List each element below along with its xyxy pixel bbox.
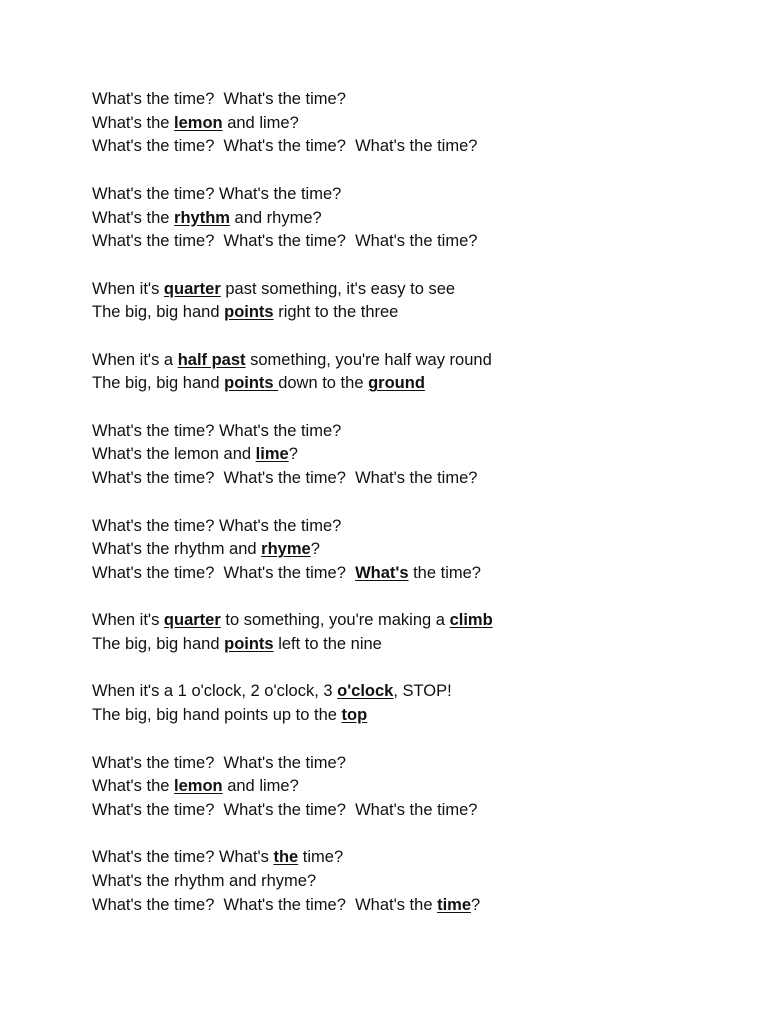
lyric-line <box>92 515 493 539</box>
emphasized-word: What's <box>355 563 409 582</box>
lyric-line <box>92 894 493 918</box>
stanza <box>92 515 493 586</box>
lyric-text: What's the lemon and <box>92 445 256 464</box>
emphasized-word: top <box>341 706 368 725</box>
emphasized-word: rhythm <box>174 208 230 227</box>
emphasized-word: lime <box>255 445 289 464</box>
emphasized-word: points <box>224 635 274 654</box>
lyric-text: right to the three <box>273 303 399 322</box>
lyric-text: What's the time? What's the time? <box>92 516 342 535</box>
emphasized-word: half past <box>177 350 246 369</box>
lyric-line <box>92 349 493 373</box>
lyric-line <box>92 609 493 633</box>
lyric-text: ? <box>288 445 298 464</box>
lyric-text: The big, big hand points up to the <box>92 706 342 725</box>
emphasized-word: time <box>437 895 472 914</box>
lyric-text: and rhyme? <box>229 208 322 227</box>
lyric-line <box>92 278 493 302</box>
stanza <box>92 88 493 159</box>
lyric-text: What's the time? What's the time? <box>92 90 346 108</box>
lyric-line <box>92 372 493 396</box>
lyric-line <box>92 633 493 657</box>
lyric-text: ? <box>471 895 481 914</box>
lyric-text: The big, big hand <box>92 374 225 393</box>
lyric-text: left to the nine <box>273 635 382 654</box>
lyric-line <box>92 538 493 562</box>
lyric-line <box>92 207 493 231</box>
emphasized-word: rhyme <box>261 540 311 559</box>
lyric-line <box>92 704 493 728</box>
lyric-text: The big, big hand <box>92 635 225 654</box>
lyric-text: What's the time? What's the time? What's the time? <box>92 469 478 488</box>
lyric-line <box>92 752 493 776</box>
lyric-text: What's the rhythm and <box>92 540 262 559</box>
lyric-line <box>92 230 493 254</box>
lyric-text: What's the time? What's the time? What's the <box>92 895 438 914</box>
stanza <box>92 752 493 823</box>
lyric-text: What's the time? What's the time? What's the time? <box>92 800 478 819</box>
lyric-line <box>92 443 493 467</box>
lyric-text: past something, it's easy to see <box>220 279 456 298</box>
lyric-text: something, you're half way round <box>245 350 492 369</box>
lyric-text: ? <box>310 540 320 559</box>
lyric-text: time? <box>298 848 344 867</box>
lyric-line <box>92 420 493 444</box>
lyric-text: When it's <box>92 279 164 298</box>
emphasized-word: o'clock <box>337 682 394 701</box>
lyric-text: What's the <box>92 208 175 227</box>
lyric-text: When it's <box>92 611 164 630</box>
lyric-text: What's the time? What's the time? <box>92 563 356 582</box>
lyric-text: When it's a <box>92 350 178 369</box>
lyric-text: What's the time? What's the time? <box>92 184 342 203</box>
emphasized-word: lemon <box>174 777 223 796</box>
stanza <box>92 420 493 491</box>
lyric-text: What's the time? What's the time? What's the time? <box>92 137 478 156</box>
emphasized-word: climb <box>449 611 493 630</box>
emphasized-word: quarter <box>163 279 221 298</box>
lyric-text: the time? <box>408 563 481 582</box>
lyric-line <box>92 135 493 159</box>
lyric-text: What's the <box>92 777 175 796</box>
emphasized-word: points <box>224 374 279 393</box>
lyric-text: down to the <box>278 374 369 393</box>
lyric-line <box>92 112 493 136</box>
lyric-text: When it's a 1 o'clock, 2 o'clock, 3 <box>92 682 338 701</box>
emphasized-word: lemon <box>174 113 223 132</box>
lyric-line <box>92 88 493 112</box>
lyric-line <box>92 301 493 325</box>
lyric-line <box>92 183 493 207</box>
lyric-text: to something, you're making a <box>220 611 450 630</box>
emphasized-word: points <box>224 303 274 322</box>
lyric-text: What's the rhythm and rhyme? <box>92 872 317 891</box>
stanza <box>92 349 493 396</box>
lyric-text: The big, big hand <box>92 303 225 322</box>
lyric-line <box>92 846 493 870</box>
lyric-text: What's the <box>92 113 175 132</box>
stanza <box>92 846 493 917</box>
lyric-line <box>92 870 493 894</box>
lyric-text: What's the time? What's <box>92 848 274 867</box>
stanza <box>92 680 493 727</box>
lyrics-body <box>92 88 493 941</box>
lyric-line <box>92 799 493 823</box>
lyric-line <box>92 467 493 491</box>
lyric-line <box>92 680 493 704</box>
lyric-text: , STOP! <box>393 682 452 701</box>
emphasized-word: ground <box>368 374 425 393</box>
lyric-text: What's the time? What's the time? <box>92 421 342 440</box>
lyric-line <box>92 775 493 799</box>
emphasized-word: the <box>273 848 299 867</box>
lyric-line <box>92 562 493 586</box>
lyric-text: and lime? <box>222 777 299 796</box>
stanza <box>92 609 493 656</box>
emphasized-word: quarter <box>163 611 221 630</box>
lyric-text: What's the time? What's the time? What's the time? <box>92 232 478 251</box>
lyric-text: and lime? <box>222 113 299 132</box>
stanza <box>92 278 493 325</box>
stanza <box>92 183 493 254</box>
lyric-text: What's the time? What's the time? <box>92 753 346 772</box>
